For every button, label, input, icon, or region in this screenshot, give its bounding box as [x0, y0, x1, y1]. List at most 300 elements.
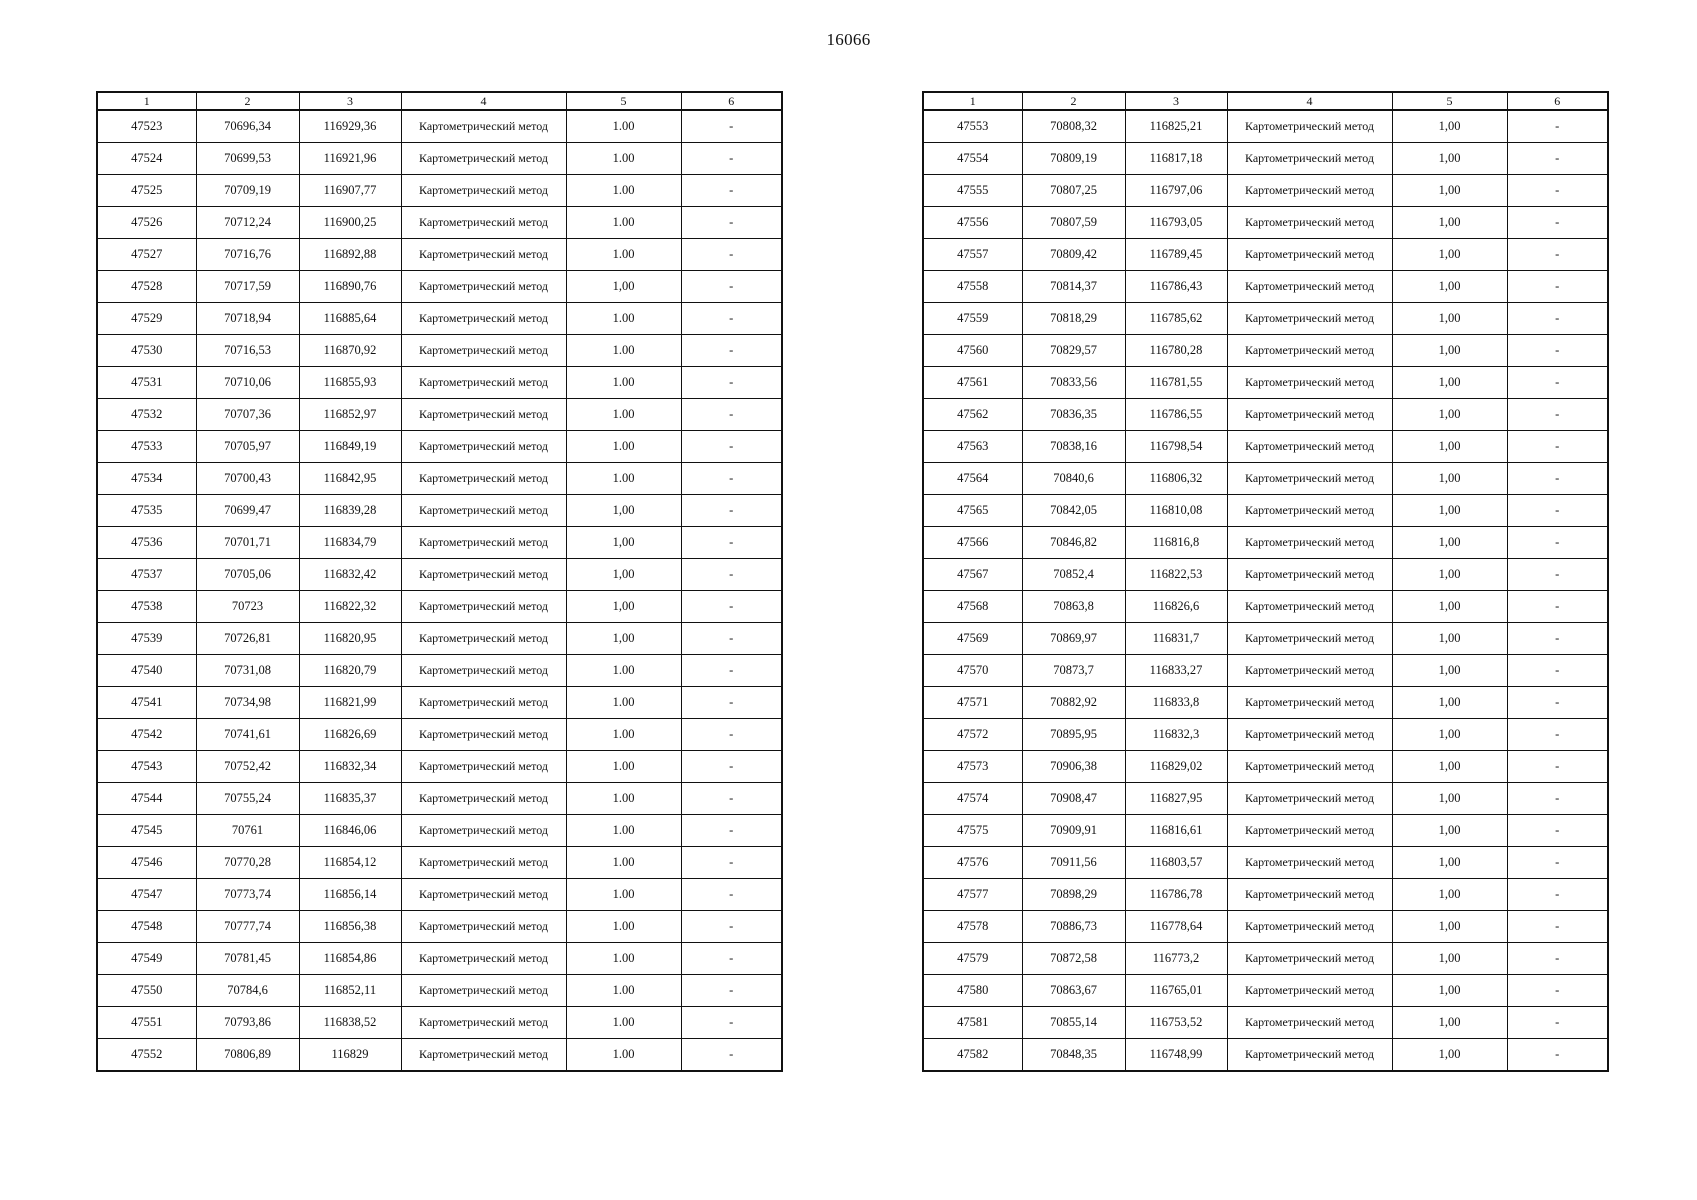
y-coordinate-cell: 116890,76 [299, 271, 401, 303]
table-row [923, 847, 1608, 879]
method-cell: Картометрический метод [401, 687, 566, 719]
x-coordinate-cell: 70848,35 [1022, 1039, 1125, 1072]
point-number-cell: 47564 [923, 463, 1022, 495]
accuracy-cell: 1,00 [566, 271, 681, 303]
description-cell: - [681, 847, 782, 879]
y-coordinate-cell: 116785,62 [1125, 303, 1227, 335]
y-coordinate-cell: 116855,93 [299, 367, 401, 399]
table-row [97, 271, 782, 303]
x-coordinate-cell: 70793,86 [196, 1007, 299, 1039]
method-cell: Картометрический метод [1227, 687, 1392, 719]
x-coordinate-cell: 70709,19 [196, 175, 299, 207]
x-coordinate-cell: 70846,82 [1022, 527, 1125, 559]
table-row [97, 110, 782, 143]
y-coordinate-cell: 116833,27 [1125, 655, 1227, 687]
x-coordinate-cell: 70814,37 [1022, 271, 1125, 303]
point-number-cell: 47534 [97, 463, 196, 495]
method-cell: Картометрический метод [1227, 271, 1392, 303]
description-cell: - [1507, 495, 1608, 527]
method-cell: Картометрический метод [401, 911, 566, 943]
x-coordinate-cell: 70807,59 [1022, 207, 1125, 239]
column-header-4: 4 [401, 92, 566, 110]
accuracy-cell: 1,00 [1392, 431, 1507, 463]
description-cell: - [681, 943, 782, 975]
y-coordinate-cell: 116816,8 [1125, 527, 1227, 559]
point-number-cell: 47548 [97, 911, 196, 943]
description-cell: - [681, 239, 782, 271]
description-cell: - [1507, 911, 1608, 943]
method-cell: Картометрический метод [401, 367, 566, 399]
description-cell: - [681, 815, 782, 847]
accuracy-cell: 1.00 [566, 687, 681, 719]
table-row [97, 975, 782, 1007]
x-coordinate-cell: 70895,95 [1022, 719, 1125, 751]
accuracy-cell: 1,00 [1392, 271, 1507, 303]
column-header-5: 5 [566, 92, 681, 110]
y-coordinate-cell: 116839,28 [299, 495, 401, 527]
y-coordinate-cell: 116870,92 [299, 335, 401, 367]
point-number-cell: 47554 [923, 143, 1022, 175]
accuracy-cell: 1,00 [1392, 143, 1507, 175]
description-cell: - [1507, 751, 1608, 783]
description-cell: - [681, 527, 782, 559]
point-number-cell: 47582 [923, 1039, 1022, 1072]
description-cell: - [1507, 527, 1608, 559]
point-number-cell: 47566 [923, 527, 1022, 559]
point-number-cell: 47565 [923, 495, 1022, 527]
method-cell: Картометрический метод [401, 559, 566, 591]
description-cell: - [1507, 687, 1608, 719]
accuracy-cell: 1,00 [1392, 815, 1507, 847]
accuracy-cell: 1,00 [1392, 239, 1507, 271]
x-coordinate-cell: 70705,97 [196, 431, 299, 463]
accuracy-cell: 1.00 [566, 751, 681, 783]
y-coordinate-cell: 116921,96 [299, 143, 401, 175]
point-number-cell: 47547 [97, 879, 196, 911]
method-cell: Картометрический метод [1227, 559, 1392, 591]
method-cell: Картометрический метод [401, 207, 566, 239]
method-cell: Картометрический метод [401, 975, 566, 1007]
y-coordinate-cell: 116806,32 [1125, 463, 1227, 495]
point-number-cell: 47539 [97, 623, 196, 655]
point-number-cell: 47551 [97, 1007, 196, 1039]
point-number-cell: 47571 [923, 687, 1022, 719]
table-row [923, 879, 1608, 911]
table-row [97, 527, 782, 559]
x-coordinate-cell: 70718,94 [196, 303, 299, 335]
table-row [97, 431, 782, 463]
point-number-cell: 47552 [97, 1039, 196, 1072]
accuracy-cell: 1.00 [566, 175, 681, 207]
table-row [97, 367, 782, 399]
x-coordinate-cell: 70908,47 [1022, 783, 1125, 815]
y-coordinate-cell: 116780,28 [1125, 335, 1227, 367]
point-number-cell: 47580 [923, 975, 1022, 1007]
table-header [923, 92, 1608, 110]
description-cell: - [1507, 783, 1608, 815]
x-coordinate-cell: 70872,58 [1022, 943, 1125, 975]
y-coordinate-cell: 116825,21 [1125, 110, 1227, 143]
accuracy-cell: 1,00 [1392, 559, 1507, 591]
table-row [923, 399, 1608, 431]
method-cell: Картометрический метод [401, 239, 566, 271]
y-coordinate-cell: 116852,97 [299, 399, 401, 431]
x-coordinate-cell: 70818,29 [1022, 303, 1125, 335]
accuracy-cell: 1.00 [566, 303, 681, 335]
table-row [97, 207, 782, 239]
point-number-cell: 47526 [97, 207, 196, 239]
accuracy-cell: 1,00 [1392, 303, 1507, 335]
y-coordinate-cell: 116826,69 [299, 719, 401, 751]
accuracy-cell: 1.00 [566, 975, 681, 1007]
method-cell: Картометрический метод [401, 303, 566, 335]
method-cell: Картометрический метод [401, 495, 566, 527]
x-coordinate-cell: 70852,4 [1022, 559, 1125, 591]
column-header-2: 2 [1022, 92, 1125, 110]
method-cell: Картометрический метод [1227, 847, 1392, 879]
description-cell: - [681, 623, 782, 655]
table-row [97, 143, 782, 175]
point-number-cell: 47540 [97, 655, 196, 687]
x-coordinate-cell: 70833,56 [1022, 367, 1125, 399]
accuracy-cell: 1.00 [566, 239, 681, 271]
method-cell: Картометрический метод [1227, 303, 1392, 335]
accuracy-cell: 1.00 [566, 431, 681, 463]
column-header-5: 5 [1392, 92, 1507, 110]
table-row [97, 399, 782, 431]
description-cell: - [681, 911, 782, 943]
page-number: 16066 [826, 30, 871, 49]
description-cell: - [1507, 1007, 1608, 1039]
accuracy-cell: 1.00 [566, 110, 681, 143]
description-cell: - [681, 463, 782, 495]
accuracy-cell: 1.00 [566, 367, 681, 399]
accuracy-cell: 1,00 [1392, 367, 1507, 399]
column-header-3: 3 [299, 92, 401, 110]
table-row [923, 655, 1608, 687]
method-cell: Картометрический метод [401, 335, 566, 367]
table-row [923, 303, 1608, 335]
y-coordinate-cell: 116820,95 [299, 623, 401, 655]
method-cell: Картометрический метод [401, 110, 566, 143]
description-cell: - [681, 783, 782, 815]
y-coordinate-cell: 116798,54 [1125, 431, 1227, 463]
accuracy-cell: 1.00 [566, 1039, 681, 1072]
accuracy-cell: 1.00 [566, 815, 681, 847]
point-number-cell: 47561 [923, 367, 1022, 399]
table-row [97, 335, 782, 367]
description-cell: - [681, 879, 782, 911]
point-number-cell: 47533 [97, 431, 196, 463]
description-cell: - [681, 719, 782, 751]
table-header [97, 92, 782, 110]
x-coordinate-cell: 70773,74 [196, 879, 299, 911]
y-coordinate-cell: 116781,55 [1125, 367, 1227, 399]
x-coordinate-cell: 70898,29 [1022, 879, 1125, 911]
point-number-cell: 47556 [923, 207, 1022, 239]
accuracy-cell: 1,00 [1392, 911, 1507, 943]
accuracy-cell: 1.00 [566, 943, 681, 975]
point-number-cell: 47579 [923, 943, 1022, 975]
method-cell: Картометрический метод [1227, 335, 1392, 367]
y-coordinate-cell: 116793,05 [1125, 207, 1227, 239]
y-coordinate-cell: 116786,78 [1125, 879, 1227, 911]
point-number-cell: 47567 [923, 559, 1022, 591]
y-coordinate-cell: 116817,18 [1125, 143, 1227, 175]
accuracy-cell: 1,00 [566, 591, 681, 623]
method-cell: Картометрический метод [1227, 527, 1392, 559]
point-number-cell: 47578 [923, 911, 1022, 943]
y-coordinate-cell: 116786,55 [1125, 399, 1227, 431]
table-row [97, 591, 782, 623]
accuracy-cell: 1.00 [566, 399, 681, 431]
point-number-cell: 47581 [923, 1007, 1022, 1039]
table-row [97, 815, 782, 847]
point-number-cell: 47569 [923, 623, 1022, 655]
table-row [97, 463, 782, 495]
column-header-1: 1 [923, 92, 1022, 110]
point-number-cell: 47524 [97, 143, 196, 175]
accuracy-cell: 1,00 [1392, 175, 1507, 207]
accuracy-cell: 1,00 [1392, 975, 1507, 1007]
description-cell: - [681, 143, 782, 175]
point-number-cell: 47555 [923, 175, 1022, 207]
method-cell: Картометрический метод [401, 943, 566, 975]
description-cell: - [1507, 367, 1608, 399]
description-cell: - [681, 303, 782, 335]
method-cell: Картометрический метод [1227, 1039, 1392, 1072]
description-cell: - [1507, 815, 1608, 847]
method-cell: Картометрический метод [401, 1039, 566, 1072]
description-cell: - [1507, 655, 1608, 687]
description-cell: - [1507, 303, 1608, 335]
y-coordinate-cell: 116748,99 [1125, 1039, 1227, 1072]
column-header-6: 6 [1507, 92, 1608, 110]
method-cell: Картометрический метод [1227, 911, 1392, 943]
description-cell: - [1507, 239, 1608, 271]
y-coordinate-cell: 116832,3 [1125, 719, 1227, 751]
table-row [923, 431, 1608, 463]
y-coordinate-cell: 116810,08 [1125, 495, 1227, 527]
y-coordinate-cell: 116856,14 [299, 879, 401, 911]
table-body [97, 110, 782, 1071]
y-coordinate-cell: 116786,43 [1125, 271, 1227, 303]
column-header-4: 4 [1227, 92, 1392, 110]
table-row [923, 110, 1608, 143]
accuracy-cell: 1,00 [1392, 335, 1507, 367]
description-cell: - [681, 399, 782, 431]
table-row [923, 783, 1608, 815]
table-row [97, 623, 782, 655]
method-cell: Картометрический метод [1227, 175, 1392, 207]
accuracy-cell: 1.00 [566, 655, 681, 687]
description-cell: - [1507, 879, 1608, 911]
table-row [97, 239, 782, 271]
x-coordinate-cell: 70707,36 [196, 399, 299, 431]
table-body [923, 110, 1608, 1071]
accuracy-cell: 1.00 [566, 879, 681, 911]
y-coordinate-cell: 116826,6 [1125, 591, 1227, 623]
y-coordinate-cell: 116856,38 [299, 911, 401, 943]
table-row [97, 847, 782, 879]
description-cell: - [1507, 847, 1608, 879]
y-coordinate-cell: 116854,12 [299, 847, 401, 879]
point-number-cell: 47532 [97, 399, 196, 431]
method-cell: Картометрический метод [1227, 783, 1392, 815]
method-cell: Картометрический метод [401, 623, 566, 655]
accuracy-cell: 1.00 [566, 143, 681, 175]
description-cell: - [1507, 623, 1608, 655]
description-cell: - [681, 335, 782, 367]
accuracy-cell: 1,00 [1392, 879, 1507, 911]
y-coordinate-cell: 116832,34 [299, 751, 401, 783]
table-row [923, 591, 1608, 623]
table-row [923, 175, 1608, 207]
point-number-cell: 47572 [923, 719, 1022, 751]
method-cell: Картометрический метод [401, 751, 566, 783]
table-row [923, 559, 1608, 591]
method-cell: Картометрический метод [401, 1007, 566, 1039]
table-row [923, 367, 1608, 399]
point-number-cell: 47546 [97, 847, 196, 879]
x-coordinate-cell: 70886,73 [1022, 911, 1125, 943]
point-number-cell: 47537 [97, 559, 196, 591]
accuracy-cell: 1,00 [1392, 943, 1507, 975]
table-row [923, 1039, 1608, 1072]
table-row [923, 335, 1608, 367]
description-cell: - [1507, 591, 1608, 623]
description-cell: - [1507, 431, 1608, 463]
method-cell: Картометрический метод [401, 399, 566, 431]
x-coordinate-cell: 70716,53 [196, 335, 299, 367]
x-coordinate-cell: 70784,6 [196, 975, 299, 1007]
y-coordinate-cell: 116900,25 [299, 207, 401, 239]
method-cell: Картометрический метод [1227, 239, 1392, 271]
point-number-cell: 47550 [97, 975, 196, 1007]
description-cell: - [681, 431, 782, 463]
table-row [923, 495, 1608, 527]
x-coordinate-cell: 70734,98 [196, 687, 299, 719]
method-cell: Картометрический метод [401, 591, 566, 623]
y-coordinate-cell: 116765,01 [1125, 975, 1227, 1007]
method-cell: Картометрический метод [401, 815, 566, 847]
x-coordinate-cell: 70717,59 [196, 271, 299, 303]
x-coordinate-cell: 70842,05 [1022, 495, 1125, 527]
x-coordinate-cell: 70710,06 [196, 367, 299, 399]
y-coordinate-cell: 116803,57 [1125, 847, 1227, 879]
accuracy-cell: 1,00 [1392, 655, 1507, 687]
x-coordinate-cell: 70777,74 [196, 911, 299, 943]
x-coordinate-cell: 70701,71 [196, 527, 299, 559]
y-coordinate-cell: 116849,19 [299, 431, 401, 463]
coordinates-table-left [96, 91, 783, 1072]
table-row [923, 815, 1608, 847]
accuracy-cell: 1.00 [566, 847, 681, 879]
accuracy-cell: 1,00 [566, 527, 681, 559]
accuracy-cell: 1,00 [1392, 751, 1507, 783]
x-coordinate-cell: 70806,89 [196, 1039, 299, 1072]
y-coordinate-cell: 116846,06 [299, 815, 401, 847]
y-coordinate-cell: 116789,45 [1125, 239, 1227, 271]
description-cell: - [1507, 399, 1608, 431]
x-coordinate-cell: 70882,92 [1022, 687, 1125, 719]
y-coordinate-cell: 116833,8 [1125, 687, 1227, 719]
y-coordinate-cell: 116816,61 [1125, 815, 1227, 847]
coordinates-table-right [922, 91, 1609, 1072]
x-coordinate-cell: 70808,32 [1022, 110, 1125, 143]
point-number-cell: 47531 [97, 367, 196, 399]
x-coordinate-cell: 70741,61 [196, 719, 299, 751]
point-number-cell: 47557 [923, 239, 1022, 271]
accuracy-cell: 1,00 [1392, 1039, 1507, 1072]
x-coordinate-cell: 70752,42 [196, 751, 299, 783]
table-row [97, 687, 782, 719]
point-number-cell: 47543 [97, 751, 196, 783]
description-cell: - [1507, 943, 1608, 975]
table-row [923, 207, 1608, 239]
point-number-cell: 47529 [97, 303, 196, 335]
description-cell: - [681, 591, 782, 623]
method-cell: Картометрический метод [1227, 463, 1392, 495]
method-cell: Картометрический метод [1227, 751, 1392, 783]
accuracy-cell: 1,00 [1392, 207, 1507, 239]
accuracy-cell: 1,00 [1392, 110, 1507, 143]
accuracy-cell: 1,00 [1392, 1007, 1507, 1039]
table-row [97, 655, 782, 687]
x-coordinate-cell: 70770,28 [196, 847, 299, 879]
y-coordinate-cell: 116820,79 [299, 655, 401, 687]
description-cell: - [681, 495, 782, 527]
y-coordinate-cell: 116929,36 [299, 110, 401, 143]
description-cell: - [681, 975, 782, 1007]
method-cell: Картометрический метод [401, 783, 566, 815]
y-coordinate-cell: 116821,99 [299, 687, 401, 719]
method-cell: Картометрический метод [401, 719, 566, 751]
point-number-cell: 47568 [923, 591, 1022, 623]
x-coordinate-cell: 70869,97 [1022, 623, 1125, 655]
point-number-cell: 47575 [923, 815, 1022, 847]
point-number-cell: 47559 [923, 303, 1022, 335]
description-cell: - [1507, 110, 1608, 143]
point-number-cell: 47574 [923, 783, 1022, 815]
table-row [923, 239, 1608, 271]
method-cell: Картометрический метод [401, 847, 566, 879]
column-header-2: 2 [196, 92, 299, 110]
point-number-cell: 47525 [97, 175, 196, 207]
point-number-cell: 47542 [97, 719, 196, 751]
y-coordinate-cell: 116822,32 [299, 591, 401, 623]
method-cell: Картометрический метод [401, 431, 566, 463]
header-row [97, 92, 782, 110]
method-cell: Картометрический метод [401, 175, 566, 207]
table-row [97, 879, 782, 911]
method-cell: Картометрический метод [1227, 943, 1392, 975]
description-cell: - [1507, 207, 1608, 239]
description-cell: - [681, 687, 782, 719]
table-row [97, 1039, 782, 1072]
x-coordinate-cell: 70761 [196, 815, 299, 847]
point-number-cell: 47541 [97, 687, 196, 719]
description-cell: - [681, 175, 782, 207]
x-coordinate-cell: 70863,8 [1022, 591, 1125, 623]
point-number-cell: 47562 [923, 399, 1022, 431]
x-coordinate-cell: 70696,34 [196, 110, 299, 143]
point-number-cell: 47576 [923, 847, 1022, 879]
y-coordinate-cell: 116892,88 [299, 239, 401, 271]
accuracy-cell: 1,00 [1392, 623, 1507, 655]
table-row [97, 175, 782, 207]
accuracy-cell: 1.00 [566, 719, 681, 751]
